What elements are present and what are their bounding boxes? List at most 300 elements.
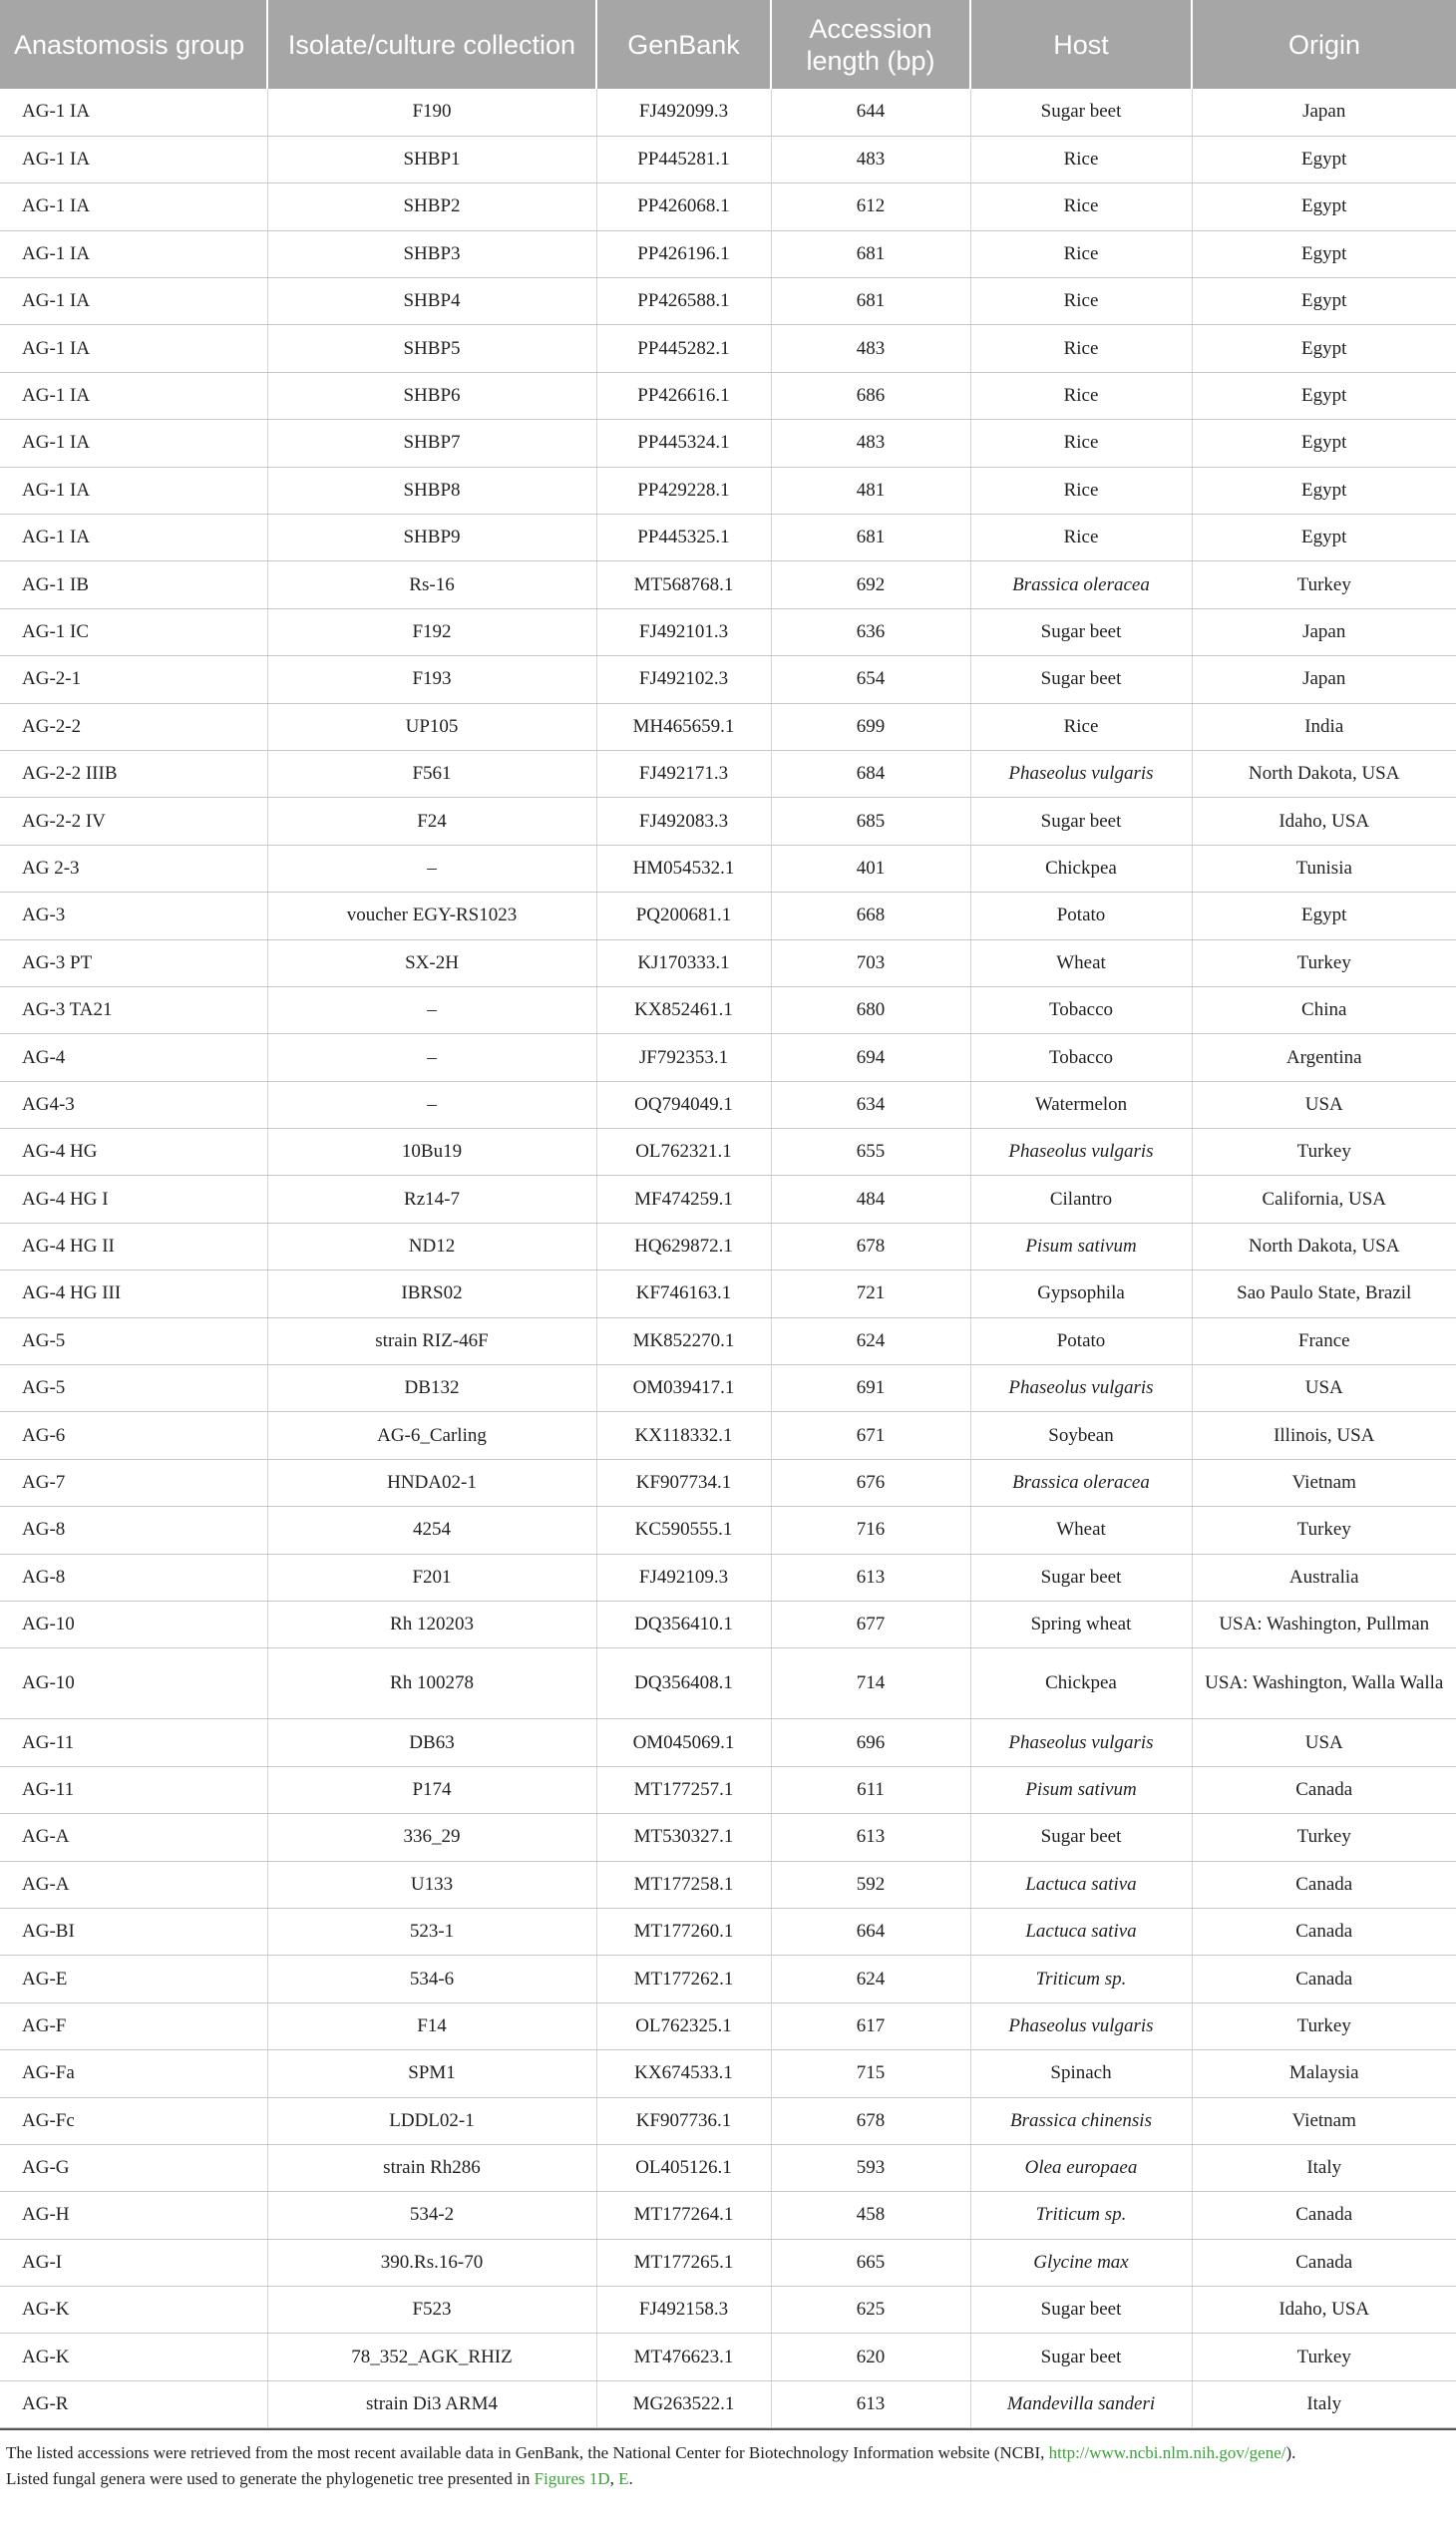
cell-anastomosis-group: AG-1 IA <box>0 89 267 136</box>
table-row <box>0 1129 1456 1176</box>
cell-host: Rice <box>970 515 1192 561</box>
cell-genbank: DQ356408.1 <box>596 1648 771 1719</box>
table-row <box>0 467 1456 514</box>
cell-anastomosis-group: AG-Fa <box>0 2050 267 2097</box>
cell-accession-length: 716 <box>771 1507 970 1554</box>
footnote-line-1 <box>6 2440 1450 2466</box>
table-header-row <box>0 0 1456 89</box>
table-row <box>0 1459 1456 1506</box>
cell-genbank: PP445324.1 <box>596 420 771 467</box>
table-row <box>0 136 1456 182</box>
cell-accession-length: 686 <box>771 372 970 419</box>
cell-host: Sugar beet <box>970 1814 1192 1861</box>
table-row <box>0 986 1456 1033</box>
footnote-text-2: Listed fungal genera were used to generate the phylogenetic tree presented in <box>6 2469 535 2489</box>
cell-host: Sugar beet <box>970 2287 1192 2334</box>
cell-anastomosis-group: AG-2-2 <box>0 703 267 750</box>
cell-genbank: KF907736.1 <box>596 2097 771 2144</box>
cell-host: Rice <box>970 183 1192 230</box>
table-row <box>0 2239 1456 2286</box>
cell-host: Phaseolus vulgaris <box>970 2002 1192 2049</box>
cell-accession-length: 613 <box>771 1814 970 1861</box>
cell-genbank: FJ492171.3 <box>596 750 771 797</box>
table-row <box>0 278 1456 325</box>
table-footnote <box>0 2428 1456 2492</box>
footnote-line-2 <box>6 2466 1450 2492</box>
cell-anastomosis-group: AG4-3 <box>0 1081 267 1128</box>
cell-anastomosis-group: AG-BI <box>0 1908 267 1955</box>
cell-anastomosis-group: AG-7 <box>0 1459 267 1506</box>
cell-origin: Turkey <box>1192 1507 1456 1554</box>
cell-origin: Turkey <box>1192 2334 1456 2380</box>
cell-anastomosis-group: AG-1 IA <box>0 372 267 419</box>
cell-host: Tobacco <box>970 986 1192 1033</box>
footnote-text-1-end: ). <box>1285 2443 1296 2463</box>
cell-genbank: PP445281.1 <box>596 136 771 182</box>
cell-host: Phaseolus vulgaris <box>970 750 1192 797</box>
cell-accession-length: 613 <box>771 2380 970 2427</box>
table-row <box>0 2192 1456 2239</box>
cell-host: Pisum sativum <box>970 1223 1192 1270</box>
figure-e-link[interactable]: E <box>618 2469 629 2489</box>
cell-genbank: MK852270.1 <box>596 1317 771 1364</box>
cell-anastomosis-group: AG-E <box>0 1956 267 2002</box>
cell-isolate: SPM1 <box>267 2050 596 2097</box>
ncbi-link[interactable]: http://www.ncbi.nlm.nih.gov/gene/ <box>1048 2443 1286 2463</box>
cell-anastomosis-group: AG-1 IA <box>0 515 267 561</box>
cell-accession-length: 703 <box>771 939 970 986</box>
footnote-sep: , <box>609 2469 619 2489</box>
cell-host: Brassica oleracea <box>970 561 1192 608</box>
cell-genbank: OM039417.1 <box>596 1365 771 1412</box>
cell-anastomosis-group: AG-2-2 IIIB <box>0 750 267 797</box>
cell-genbank: PP426588.1 <box>596 278 771 325</box>
cell-accession-length: 691 <box>771 1365 970 1412</box>
cell-genbank: HM054532.1 <box>596 845 771 892</box>
cell-genbank: MT476623.1 <box>596 2334 771 2380</box>
cell-isolate: 336_29 <box>267 1814 596 1861</box>
cell-isolate: SHBP1 <box>267 136 596 182</box>
cell-accession-length: 664 <box>771 1908 970 1955</box>
cell-accession-length: 625 <box>771 2287 970 2334</box>
cell-host: Mandevilla sanderi <box>970 2380 1192 2427</box>
cell-anastomosis-group: AG-A <box>0 1861 267 1908</box>
cell-origin: Egypt <box>1192 372 1456 419</box>
cell-origin: Argentina <box>1192 1034 1456 1081</box>
cell-isolate: SHBP5 <box>267 325 596 372</box>
cell-accession-length: 401 <box>771 845 970 892</box>
cell-genbank: OL405126.1 <box>596 2144 771 2191</box>
table-row <box>0 1507 1456 1554</box>
cell-origin: USA: Washington, Pullman <box>1192 1602 1456 1648</box>
cell-genbank: KX674533.1 <box>596 2050 771 2097</box>
cell-host: Rice <box>970 703 1192 750</box>
table-row <box>0 1176 1456 1223</box>
cell-isolate: SHBP4 <box>267 278 596 325</box>
cell-anastomosis-group: AG-5 <box>0 1317 267 1364</box>
cell-accession-length: 692 <box>771 561 970 608</box>
header-isolate: Isolate/culture collection <box>267 0 596 89</box>
cell-genbank: FJ492099.3 <box>596 89 771 136</box>
cell-origin: Turkey <box>1192 1814 1456 1861</box>
cell-genbank: FJ492101.3 <box>596 608 771 655</box>
cell-isolate: SHBP7 <box>267 420 596 467</box>
cell-host: Soybean <box>970 1412 1192 1459</box>
cell-genbank: KX852461.1 <box>596 986 771 1033</box>
cell-anastomosis-group: AG-5 <box>0 1365 267 1412</box>
cell-isolate: – <box>267 845 596 892</box>
table-row <box>0 325 1456 372</box>
cell-isolate: F523 <box>267 2287 596 2334</box>
cell-genbank: MT177260.1 <box>596 1908 771 1955</box>
table-row <box>0 798 1456 845</box>
table-row <box>0 420 1456 467</box>
table-row <box>0 1956 1456 2002</box>
cell-origin: Japan <box>1192 608 1456 655</box>
cell-isolate: P174 <box>267 1766 596 1813</box>
table-row <box>0 2144 1456 2191</box>
cell-genbank: KX118332.1 <box>596 1412 771 1459</box>
cell-origin: Turkey <box>1192 1129 1456 1176</box>
cell-host: Sugar beet <box>970 608 1192 655</box>
cell-host: Sugar beet <box>970 656 1192 703</box>
cell-accession-length: 678 <box>771 2097 970 2144</box>
cell-anastomosis-group: AG-H <box>0 2192 267 2239</box>
cell-anastomosis-group: AG-8 <box>0 1554 267 1601</box>
cell-accession-length: 612 <box>771 183 970 230</box>
cell-anastomosis-group: AG-4 <box>0 1034 267 1081</box>
cell-origin: Egypt <box>1192 420 1456 467</box>
cell-anastomosis-group: AG-1 IB <box>0 561 267 608</box>
cell-isolate: F24 <box>267 798 596 845</box>
cell-anastomosis-group: AG-1 IA <box>0 278 267 325</box>
table-row <box>0 183 1456 230</box>
cell-origin: USA <box>1192 1719 1456 1766</box>
cell-genbank: MT177257.1 <box>596 1766 771 1813</box>
cell-accession-length: 654 <box>771 656 970 703</box>
table-row <box>0 703 1456 750</box>
table-row <box>0 2002 1456 2049</box>
cell-genbank: FJ492083.3 <box>596 798 771 845</box>
cell-isolate: Rz14-7 <box>267 1176 596 1223</box>
cell-host: Lactuca sativa <box>970 1908 1192 1955</box>
cell-accession-length: 624 <box>771 1317 970 1364</box>
cell-genbank: MH465659.1 <box>596 703 771 750</box>
header-accession-length: Accession length (bp) <box>771 0 970 89</box>
cell-anastomosis-group: AG-F <box>0 2002 267 2049</box>
cell-isolate: Rh 100278 <box>267 1648 596 1719</box>
cell-origin: Australia <box>1192 1554 1456 1601</box>
cell-origin: Canada <box>1192 1861 1456 1908</box>
table-row <box>0 1412 1456 1459</box>
cell-anastomosis-group: AG-2-2 IV <box>0 798 267 845</box>
cell-accession-length: 458 <box>771 2192 970 2239</box>
cell-host: Spring wheat <box>970 1602 1192 1648</box>
table-row <box>0 372 1456 419</box>
cell-host: Olea europaea <box>970 2144 1192 2191</box>
cell-isolate: 78_352_AGK_RHIZ <box>267 2334 596 2380</box>
cell-origin: USA <box>1192 1081 1456 1128</box>
cell-isolate: SHBP8 <box>267 467 596 514</box>
cell-isolate: Rs-16 <box>267 561 596 608</box>
cell-origin: Canada <box>1192 1766 1456 1813</box>
table-row <box>0 750 1456 797</box>
cell-genbank: OQ794049.1 <box>596 1081 771 1128</box>
cell-host: Sugar beet <box>970 89 1192 136</box>
cell-genbank: HQ629872.1 <box>596 1223 771 1270</box>
cell-isolate: – <box>267 1081 596 1128</box>
cell-isolate: AG-6_Carling <box>267 1412 596 1459</box>
cell-anastomosis-group: AG-10 <box>0 1648 267 1719</box>
cell-origin: Egypt <box>1192 467 1456 514</box>
cell-genbank: MG263522.1 <box>596 2380 771 2427</box>
cell-genbank: PP426196.1 <box>596 230 771 277</box>
cell-genbank: DQ356410.1 <box>596 1602 771 1648</box>
cell-isolate: DB132 <box>267 1365 596 1412</box>
cell-accession-length: 681 <box>771 278 970 325</box>
cell-host: Rice <box>970 420 1192 467</box>
cell-origin: Turkey <box>1192 561 1456 608</box>
table-row <box>0 2097 1456 2144</box>
cell-origin: Canada <box>1192 1908 1456 1955</box>
cell-accession-length: 680 <box>771 986 970 1033</box>
cell-origin: Sao Paulo State, Brazil <box>1192 1270 1456 1317</box>
cell-isolate: – <box>267 1034 596 1081</box>
table-row <box>0 1719 1456 1766</box>
cell-origin: Malaysia <box>1192 2050 1456 2097</box>
cell-genbank: JF792353.1 <box>596 1034 771 1081</box>
cell-origin: Egypt <box>1192 325 1456 372</box>
cell-host: Phaseolus vulgaris <box>970 1129 1192 1176</box>
cell-genbank: MF474259.1 <box>596 1176 771 1223</box>
cell-anastomosis-group: AG-4 HG III <box>0 1270 267 1317</box>
cell-genbank: PP429228.1 <box>596 467 771 514</box>
cell-accession-length: 634 <box>771 1081 970 1128</box>
table-row <box>0 656 1456 703</box>
cell-accession-length: 636 <box>771 608 970 655</box>
cell-genbank: OL762325.1 <box>596 2002 771 2049</box>
cell-genbank: MT530327.1 <box>596 1814 771 1861</box>
cell-genbank: FJ492158.3 <box>596 2287 771 2334</box>
footnote-text-1: The listed accessions were retrieved from the most recent available data in GenBank, the National Center for Biotechnology Information website (NCBI, <box>6 2443 1049 2463</box>
cell-origin: China <box>1192 986 1456 1033</box>
cell-anastomosis-group: AG-1 IA <box>0 230 267 277</box>
cell-anastomosis-group: AG-4 HG <box>0 1129 267 1176</box>
cell-origin: Idaho, USA <box>1192 2287 1456 2334</box>
cell-accession-length: 715 <box>771 2050 970 2097</box>
cell-accession-length: 678 <box>771 1223 970 1270</box>
table-row <box>0 608 1456 655</box>
cell-anastomosis-group: AG-Fc <box>0 2097 267 2144</box>
cell-accession-length: 685 <box>771 798 970 845</box>
cell-accession-length: 483 <box>771 325 970 372</box>
cell-origin: Japan <box>1192 89 1456 136</box>
cell-origin: Egypt <box>1192 230 1456 277</box>
table-row <box>0 2380 1456 2427</box>
cell-genbank: FJ492102.3 <box>596 656 771 703</box>
cell-anastomosis-group: AG-11 <box>0 1719 267 1766</box>
cell-accession-length: 481 <box>771 467 970 514</box>
cell-accession-length: 483 <box>771 420 970 467</box>
cell-host: Sugar beet <box>970 798 1192 845</box>
cell-anastomosis-group: AG-1 IA <box>0 183 267 230</box>
cell-origin: Canada <box>1192 1956 1456 2002</box>
cell-origin: USA: Washington, Walla Walla <box>1192 1648 1456 1719</box>
cell-isolate: strain Di3 ARM4 <box>267 2380 596 2427</box>
cell-host: Chickpea <box>970 845 1192 892</box>
cell-genbank: KF907734.1 <box>596 1459 771 1506</box>
table-row <box>0 515 1456 561</box>
cell-host: Brassica oleracea <box>970 1459 1192 1506</box>
cell-anastomosis-group: AG 2-3 <box>0 845 267 892</box>
cell-host: Phaseolus vulgaris <box>970 1365 1192 1412</box>
cell-host: Watermelon <box>970 1081 1192 1128</box>
table-row <box>0 1034 1456 1081</box>
cell-host: Potato <box>970 893 1192 939</box>
cell-genbank: PQ200681.1 <box>596 893 771 939</box>
cell-host: Phaseolus vulgaris <box>970 1719 1192 1766</box>
cell-accession-length: 714 <box>771 1648 970 1719</box>
cell-origin: Egypt <box>1192 893 1456 939</box>
cell-anastomosis-group: AG-G <box>0 2144 267 2191</box>
cell-origin: Egypt <box>1192 183 1456 230</box>
cell-anastomosis-group: AG-8 <box>0 1507 267 1554</box>
cell-anastomosis-group: AG-I <box>0 2239 267 2286</box>
cell-origin: Egypt <box>1192 515 1456 561</box>
figure-1d-link[interactable]: Figures 1D <box>534 2469 610 2489</box>
cell-anastomosis-group: AG-1 IA <box>0 467 267 514</box>
cell-accession-length: 617 <box>771 2002 970 2049</box>
cell-isolate: LDDL02-1 <box>267 2097 596 2144</box>
cell-accession-length: 681 <box>771 515 970 561</box>
cell-accession-length: 696 <box>771 1719 970 1766</box>
cell-host: Triticum sp. <box>970 2192 1192 2239</box>
cell-anastomosis-group: AG-10 <box>0 1602 267 1648</box>
cell-host: Sugar beet <box>970 2334 1192 2380</box>
cell-accession-length: 684 <box>771 750 970 797</box>
cell-origin: Italy <box>1192 2380 1456 2427</box>
cell-accession-length: 694 <box>771 1034 970 1081</box>
cell-isolate: F193 <box>267 656 596 703</box>
cell-host: Cilantro <box>970 1176 1192 1223</box>
cell-host: Lactuca sativa <box>970 1861 1192 1908</box>
table-body <box>0 89 1456 2428</box>
cell-origin: Turkey <box>1192 2002 1456 2049</box>
table-row <box>0 1554 1456 1601</box>
cell-origin: Japan <box>1192 656 1456 703</box>
cell-genbank: MT177262.1 <box>596 1956 771 2002</box>
cell-genbank: KF746163.1 <box>596 1270 771 1317</box>
cell-origin: France <box>1192 1317 1456 1364</box>
cell-origin: Idaho, USA <box>1192 798 1456 845</box>
cell-genbank: PP426616.1 <box>596 372 771 419</box>
cell-host: Potato <box>970 1317 1192 1364</box>
table-row <box>0 2334 1456 2380</box>
cell-host: Triticum sp. <box>970 1956 1192 2002</box>
header-genbank: GenBank <box>596 0 771 89</box>
cell-isolate: SHBP2 <box>267 183 596 230</box>
cell-accession-length: 611 <box>771 1766 970 1813</box>
cell-genbank: PP445325.1 <box>596 515 771 561</box>
table-row <box>0 561 1456 608</box>
cell-origin: USA <box>1192 1365 1456 1412</box>
cell-genbank: OM045069.1 <box>596 1719 771 1766</box>
cell-anastomosis-group: AG-11 <box>0 1766 267 1813</box>
table-row <box>0 230 1456 277</box>
cell-accession-length: 644 <box>771 89 970 136</box>
table-row <box>0 1908 1456 1955</box>
cell-isolate: voucher EGY-RS1023 <box>267 893 596 939</box>
cell-accession-length: 483 <box>771 136 970 182</box>
cell-anastomosis-group: AG-3 TA21 <box>0 986 267 1033</box>
cell-anastomosis-group: AG-R <box>0 2380 267 2427</box>
cell-isolate: SHBP6 <box>267 372 596 419</box>
cell-isolate: ND12 <box>267 1223 596 1270</box>
cell-origin: Vietnam <box>1192 2097 1456 2144</box>
cell-isolate: 534-2 <box>267 2192 596 2239</box>
table-row <box>0 1602 1456 1648</box>
cell-host: Rice <box>970 325 1192 372</box>
cell-genbank: MT568768.1 <box>596 561 771 608</box>
cell-isolate: F201 <box>267 1554 596 1601</box>
cell-isolate: – <box>267 986 596 1033</box>
cell-accession-length: 655 <box>771 1129 970 1176</box>
cell-genbank: MT177265.1 <box>596 2239 771 2286</box>
cell-origin: Tunisia <box>1192 845 1456 892</box>
cell-anastomosis-group: AG-2-1 <box>0 656 267 703</box>
cell-accession-length: 484 <box>771 1176 970 1223</box>
table-row <box>0 1648 1456 1719</box>
cell-accession-length: 593 <box>771 2144 970 2191</box>
cell-anastomosis-group: AG-3 PT <box>0 939 267 986</box>
cell-isolate: SHBP9 <box>267 515 596 561</box>
cell-genbank: FJ492109.3 <box>596 1554 771 1601</box>
cell-host: Tobacco <box>970 1034 1192 1081</box>
cell-anastomosis-group: AG-1 IA <box>0 420 267 467</box>
header-host: Host <box>970 0 1192 89</box>
cell-origin: Illinois, USA <box>1192 1412 1456 1459</box>
cell-anastomosis-group: AG-1 IC <box>0 608 267 655</box>
cell-origin: India <box>1192 703 1456 750</box>
cell-accession-length: 671 <box>771 1412 970 1459</box>
cell-anastomosis-group: AG-1 IA <box>0 136 267 182</box>
cell-anastomosis-group: AG-1 IA <box>0 325 267 372</box>
cell-anastomosis-group: AG-3 <box>0 893 267 939</box>
cell-host: Sugar beet <box>970 1554 1192 1601</box>
cell-isolate: 523-1 <box>267 1908 596 1955</box>
cell-host: Chickpea <box>970 1648 1192 1719</box>
cell-accession-length: 699 <box>771 703 970 750</box>
cell-origin: Egypt <box>1192 136 1456 182</box>
table-row <box>0 939 1456 986</box>
table-row <box>0 1766 1456 1813</box>
table-row <box>0 2287 1456 2334</box>
table-row <box>0 1861 1456 1908</box>
cell-origin: North Dakota, USA <box>1192 750 1456 797</box>
header-origin: Origin <box>1192 0 1456 89</box>
cell-accession-length: 677 <box>771 1602 970 1648</box>
cell-host: Brassica chinensis <box>970 2097 1192 2144</box>
cell-host: Rice <box>970 467 1192 514</box>
cell-accession-length: 613 <box>771 1554 970 1601</box>
cell-isolate: 534-6 <box>267 1956 596 2002</box>
cell-accession-length: 681 <box>771 230 970 277</box>
cell-isolate: F561 <box>267 750 596 797</box>
table-row <box>0 89 1456 136</box>
cell-host: Spinach <box>970 2050 1192 2097</box>
cell-origin: North Dakota, USA <box>1192 1223 1456 1270</box>
cell-genbank: KC590555.1 <box>596 1507 771 1554</box>
